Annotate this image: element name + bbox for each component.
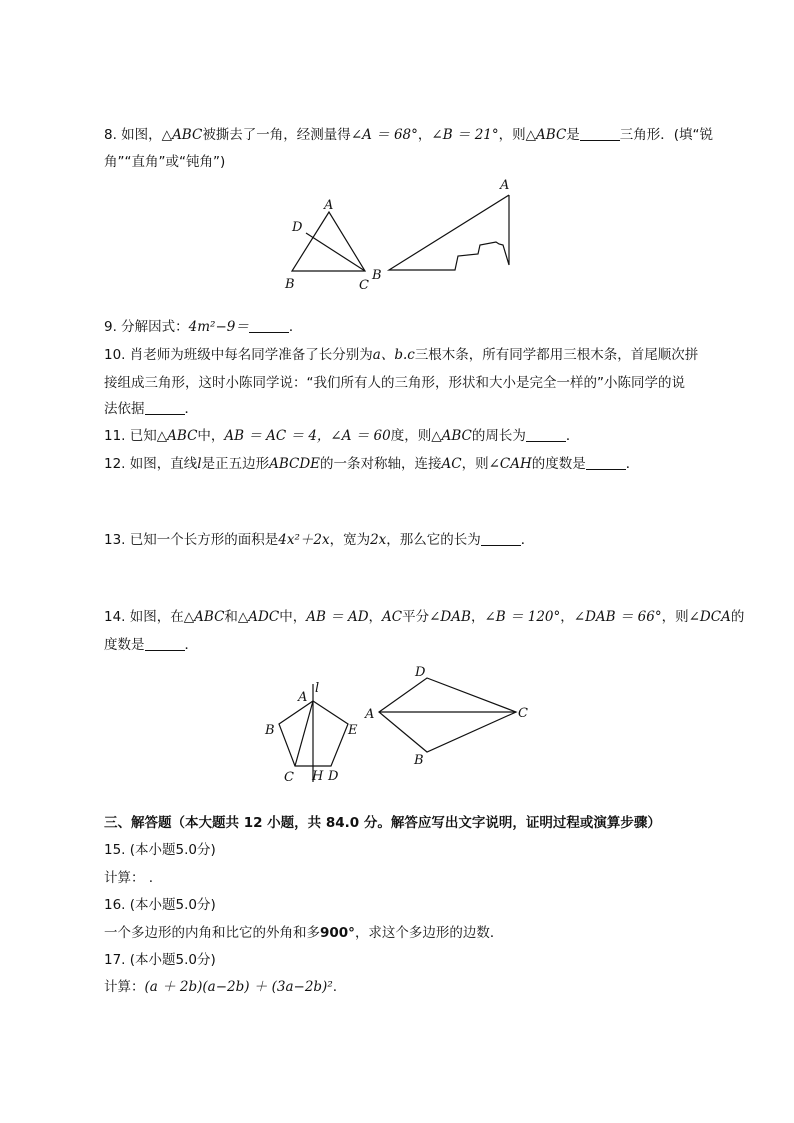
q12-tail: 的度数是: [531, 456, 586, 472]
q12-label: 12. 如图，直线: [104, 456, 198, 472]
q8-text-c: ，则: [498, 127, 526, 143]
q14-abc: ABC: [194, 609, 225, 625]
q17-body: [104, 977, 337, 997]
q12-end: ．: [625, 456, 640, 472]
q8-text-e: 三角形．(填“锐: [619, 127, 714, 143]
q12-mid3: ，则: [461, 456, 489, 472]
q11-tri-symbol-2: △: [431, 428, 442, 444]
q9-line: [104, 317, 302, 337]
q12-label-h: H: [312, 769, 324, 784]
q8-abc-2: ABC: [536, 127, 567, 143]
q12-pent: ABCDE: [269, 456, 321, 472]
q8-label-b1: B: [285, 277, 295, 292]
q14-cond3: ∠DAB ＝ 66°: [573, 609, 662, 625]
q11-end: ．: [565, 428, 580, 444]
q12-label-b: B: [265, 723, 275, 738]
q14-dab: ∠DAB: [429, 609, 471, 625]
q9-answer-blank[interactable]: [249, 318, 289, 333]
q14-cond2: ∠B ＝ 120°: [484, 609, 561, 625]
q12-label-e: E: [348, 723, 358, 738]
q14-label: 14. 如图，在: [104, 609, 184, 625]
q11-line: [104, 426, 579, 446]
q12-l: l: [197, 456, 202, 472]
q14-label-c: C: [518, 706, 528, 721]
q10-text-b: 三根木条，所有同学都用三根木条，首尾顺次拼: [414, 347, 699, 363]
q11-mid: 中，: [197, 428, 225, 444]
q9-end: ．: [288, 319, 303, 335]
q11-tri-symbol: △: [156, 428, 168, 444]
q14-end: ．: [184, 637, 198, 653]
q14-mid: 中，: [279, 609, 307, 625]
q13-answer-blank[interactable]: [481, 531, 521, 546]
q15-body: [104, 868, 153, 888]
q9-expr: 4m²−9＝: [188, 319, 249, 335]
q17-end: .: [332, 979, 338, 995]
q13-label: 13. 已知一个长方形的面积是: [104, 532, 279, 548]
q12-cah: ∠CAH: [488, 456, 532, 472]
q15-header-text: 15. (本小题5.0分): [104, 842, 216, 858]
q15-header: [104, 840, 216, 860]
q14-label-a: A: [365, 707, 375, 722]
q14-of: 的: [730, 609, 745, 625]
q12-ac: AC: [441, 456, 462, 472]
q17-header-text: 17. (本小题5.0分): [104, 952, 216, 968]
q10-text-a: 10. 肖老师为班级中每名同学准备了长分别为: [104, 347, 373, 363]
q8-triangle-symbol-2: △: [525, 127, 537, 143]
q8-sep: ，: [417, 127, 432, 143]
q8-label-c: C: [359, 278, 369, 293]
q10-line1: [104, 345, 698, 365]
q14-bisect: 平分: [402, 609, 430, 625]
q8-text-b: 被撕去了一角，经测量得: [202, 127, 351, 143]
q12-label-l: l: [315, 681, 320, 696]
q15-body-text: 计算： .: [104, 870, 154, 886]
q13-width: 2x: [370, 532, 387, 548]
q8-label-d: D: [292, 220, 303, 235]
q14-sep3: ，: [560, 609, 574, 625]
quadrilateral-abcd: [379, 678, 516, 752]
q8-line1: [104, 125, 713, 145]
q8-triangle-symbol: △: [161, 127, 173, 143]
q8-torn-triangle: [389, 195, 509, 270]
q13-area: 4x²＋2x: [278, 532, 330, 548]
q14-adc: ADC: [248, 609, 280, 625]
q11-cond: AB ＝ AC ＝ 4，∠A ＝ 60: [224, 428, 391, 444]
q17-header: [104, 950, 216, 970]
q14-tri-symbol: △: [183, 609, 195, 625]
q8-angle-a: ∠A ＝ 68°: [350, 127, 418, 143]
pentagon-line-ac: [295, 701, 313, 766]
q16-header-text: 16. (本小题5.0分): [104, 897, 216, 913]
q14-line1: [104, 607, 744, 627]
q16-body-a: 一个多边形的内角和比它的外角和多: [104, 925, 320, 941]
q8-label-a2: A: [500, 178, 510, 193]
q8-text-d: 是: [566, 127, 580, 143]
q8-angle-b: ∠B ＝ 21°: [431, 127, 499, 143]
q13-end: ．: [520, 532, 535, 548]
q14-and: 和: [224, 609, 238, 625]
q8-label-b2: B: [372, 268, 382, 283]
q13-mid: ，宽为: [329, 532, 371, 548]
q8-line2: [104, 152, 225, 172]
section3-title-text: 三、解答题（本大题共 12 小题，共 84.0 分。解答应写出文字说明，证明过程或演算步骤）: [104, 815, 661, 831]
q16-body-b: ，求这个多边形的边数．: [354, 925, 504, 941]
q14-label-d: D: [415, 665, 426, 680]
q11-abc: ABC: [167, 428, 198, 444]
q13-tail: ，那么它的长为: [386, 532, 481, 548]
q12-label-c: C: [284, 770, 294, 785]
q10-answer-blank[interactable]: [145, 400, 185, 415]
q11-label: 11. 已知: [104, 428, 157, 444]
q8-abc: ABC: [172, 127, 203, 143]
q8-triangle-abc: [292, 212, 365, 271]
q14-label-b: B: [414, 753, 424, 768]
q17-label: 计算：: [104, 979, 145, 995]
q12-mid2: 的一条对称轴，连接: [320, 456, 442, 472]
pentagon-abcde: [279, 701, 348, 766]
q14-text-line2: 度数是: [104, 637, 145, 653]
q9-label: 9. 分解因式：: [104, 319, 189, 335]
q16-header: [104, 895, 216, 915]
q10-line3: [104, 399, 198, 419]
q12-mid1: 是正五边形: [201, 456, 270, 472]
q14-tri-symbol-2: △: [237, 609, 249, 625]
q14-dca: ∠DCA: [688, 609, 731, 625]
q11-deg: 度，则: [390, 428, 432, 444]
q8-line-dc: [306, 233, 365, 271]
q14-sep1: ，: [368, 609, 383, 625]
section3-title: [104, 813, 661, 833]
q12-answer-blank[interactable]: [586, 455, 626, 470]
q11-abc-2: ABC: [441, 428, 472, 444]
q14-cond1: AB ＝ AD: [306, 609, 369, 625]
q8-text-a: 8. 如图，: [104, 127, 162, 143]
q10-vars: a、b.c: [372, 347, 415, 363]
q12-label-a: A: [298, 690, 308, 705]
q14-then: ，则: [661, 609, 689, 625]
q16-body: [104, 923, 503, 943]
q17-expr: (a ＋ 2b)(a−2b) ＋ (3a−2b)²: [144, 979, 333, 995]
q14-sep2: ，: [470, 609, 485, 625]
q10-text-line3: 法依据: [104, 401, 145, 417]
q14-ac: AC: [382, 609, 403, 625]
q8-text-line2: 角”“直角”或“钝角”): [104, 154, 226, 170]
q12-label-d: D: [328, 769, 339, 784]
q12-line: [104, 454, 639, 474]
q14-answer-blank[interactable]: [145, 636, 185, 651]
q13-line: [104, 530, 534, 550]
q16-val: 900°: [320, 925, 355, 941]
q10-end: ．: [184, 401, 198, 417]
q11-tail: 的周长为: [471, 428, 526, 444]
q8-label-a1: A: [324, 198, 334, 213]
q11-answer-blank[interactable]: [526, 427, 566, 442]
q14-line2: [104, 635, 198, 655]
q8-answer-blank[interactable]: [580, 126, 620, 141]
q10-text-line2: 接组成三角形，这时小陈同学说：“我们所有人的三角形，形状和大小是完全一样的”小陈同学的说: [104, 375, 685, 391]
q10-line2: [104, 373, 685, 393]
